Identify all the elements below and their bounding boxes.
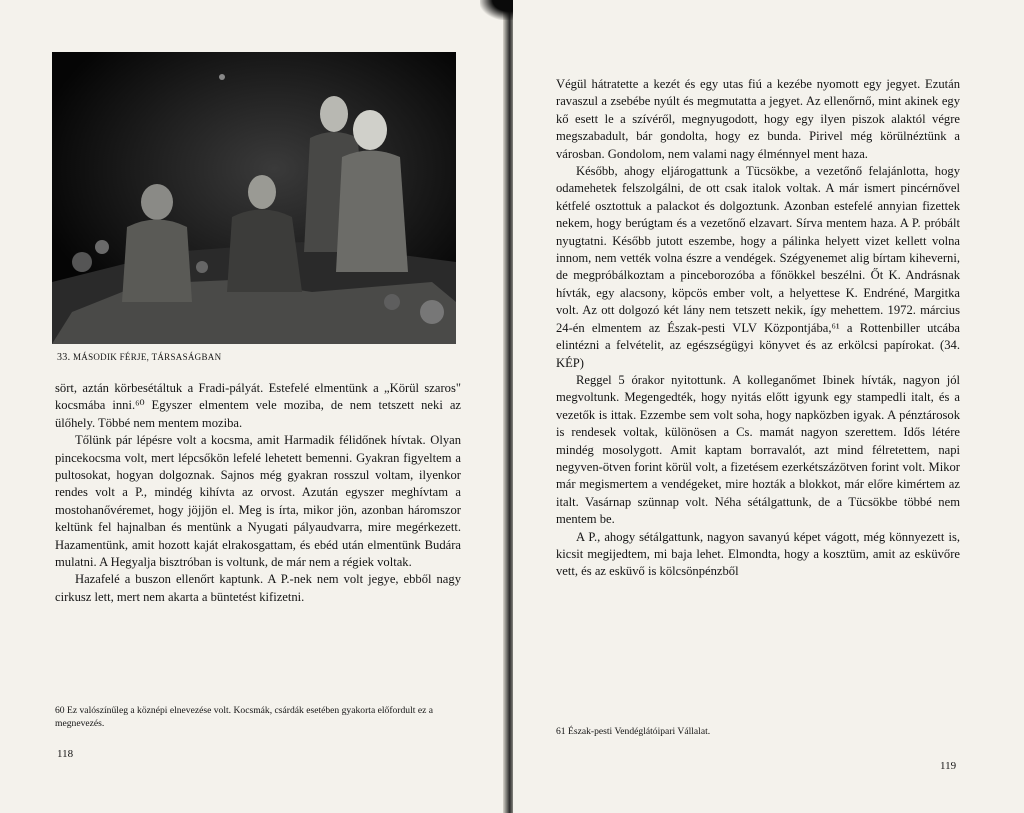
photo (52, 52, 456, 344)
paragraph: Reggel 5 órakor nyitottunk. A kolleganőmet Ibinek hívták, nagyon jól megvoltunk. Megengedték, hogy nyitás előtt igyunk egy stampedli italt, és a vezetők is ittak. Ezzembe sem volt soha, hogy napközben igyak. A pénztárosok is rendesek voltak, különösen a Cs. mamát nagyon szerettem. Idős létére mindég mosolygott. Amit kaptam borravalót, azt mind félretettem, napi negyven-ötven forint körül volt, a fizetésem ezerkétszázötven forint volt. Mikor már megismertem a vendégeket, mire hozták a blokkot, már előre kimértem az italt. Vasárnap szünnap volt. Néha sétálgattunk, de a Tücsökbe többé nem mentem be. (556, 372, 960, 527)
left-body-text (55, 380, 461, 606)
photo-caption (57, 352, 221, 363)
paragraph: Tőlünk pár lépésre volt a kocsma, amit Harmadik félidőnek hívtak. Olyan pincekocsma volt, mert lépcsőkön lefelé lehetett bemenni. Gyakran figyeltem a pultosokat, hogyan dolgoznak. Sajnos még gyakran rosszul voltam, ilyenkor rendes volt a P., mindég kihívta az orvost. Azután egyszer meghívtam a mostohanővéremet, hogy jöjjön el. Meg is írta, mikor jön, azonban háromszor keltünk fel hajnalban és mentünk a Nyugati pályaudvarra, mire megérkezett. Hazamentünk, amit hozott kaját elrakosgattam, és ebéd után elmentünk Budára mulatni. A Hegyalja bisztróban is voltunk, de már nem a régiek voltak. (55, 433, 461, 570)
left-page (0, 0, 505, 813)
paragraph: Később, ahogy eljárogattunk a Tücsökbe, a vezetőnő felajánlotta, hogy odamehetek felszolgálni, de ott csak italok voltak. A már ismert pincérnővel kétfelé osztottuk a palackot és dolgoztunk. Azonban estefelé annyian fizettek nekem, hogy berúgtam és a vezetőnő elzavart. Sírva mentem haza. A P. próbált nyugtatni. Később jutott eszembe, hogy a pálinka helyett vizet kellett volna innom, nem vették volna észre a vendégek. Szégyenemet alig bírtam kiheverni, de megpróbálkoztam a pinceborozóba a főnökkel beszélni. Őt K. Andrásnak hívták, egy alacsony, köpcös ember volt, a helyettese K. Endréné, Margitka volt. Az ott dolgozó két lány nem tetszett nekik, így mehettem. 1972. március 24-én elmentem az Észak-pesti VLV Központjába,⁶¹ a Rottenbiller utcába elintézni a felvételit, az egészségügyi könyvet és az erkölcsi papírokat. (34. KÉP) (556, 164, 960, 370)
paragraph: A P., ahogy sétálgattunk, nagyon savanyú képet vágott, még könnyezett is, kicsit megijedtem, mi baja lehet. Elmondta, hogy a kosztüm, amit az esküvőre vett, és az esküvő is kölcsönpénzből (556, 529, 960, 579)
caption-number: 33. (57, 352, 71, 363)
paragraph: Hazafelé a buszon ellenőrt kaptunk. A P.-nek nem volt jegye, ebből nagy cirkusz lett, mert nem akarta a büntetést kifizetni. (55, 572, 461, 604)
photo-icon (52, 52, 456, 344)
caption-text: MÁSODIK FÉRJE, TÁRSASÁGBAN (72, 352, 222, 362)
page-number-left: 118 (57, 748, 74, 760)
page-number-right: 119 (940, 760, 957, 772)
footnote-60: 60 Ez valószínűleg a köznépi elnevezése volt. Kocsmák, csárdák esetében gyakorta előfordult ez a megnevezés. (55, 705, 433, 729)
right-body-text (556, 76, 960, 581)
paragraph: sört, aztán körbesétáltuk a Fradi-pályát. Estefelé elmentünk a „Körül szaros" kocsmába inni.⁶⁰ Egyszer elmentem vele moziba, de nem tetszett neki az ülőhely. Többé nem mentem moziba. (55, 381, 461, 430)
footnote-61: 61 Észak-pesti Vendéglátóipari Vállalat. (556, 726, 711, 737)
right-page (513, 0, 1024, 813)
paragraph: Végül hátratette a kezét és egy utas fiú a kezébe nyomott egy jegyet. Ezután ravaszul a zsebébe nyúlt és megmutatta a jegyet. Az ellenőrnő, mint akinek egy kő esett le a szívéről, megnyugodott, hogy egy ilyen piszok alaktól végre megszabadult, bár gondolta, hogy ez bunda. Pirivel még körülnéztünk a városban. Gondolom, nem valami nagy élménnyel ment haza. (556, 77, 960, 161)
